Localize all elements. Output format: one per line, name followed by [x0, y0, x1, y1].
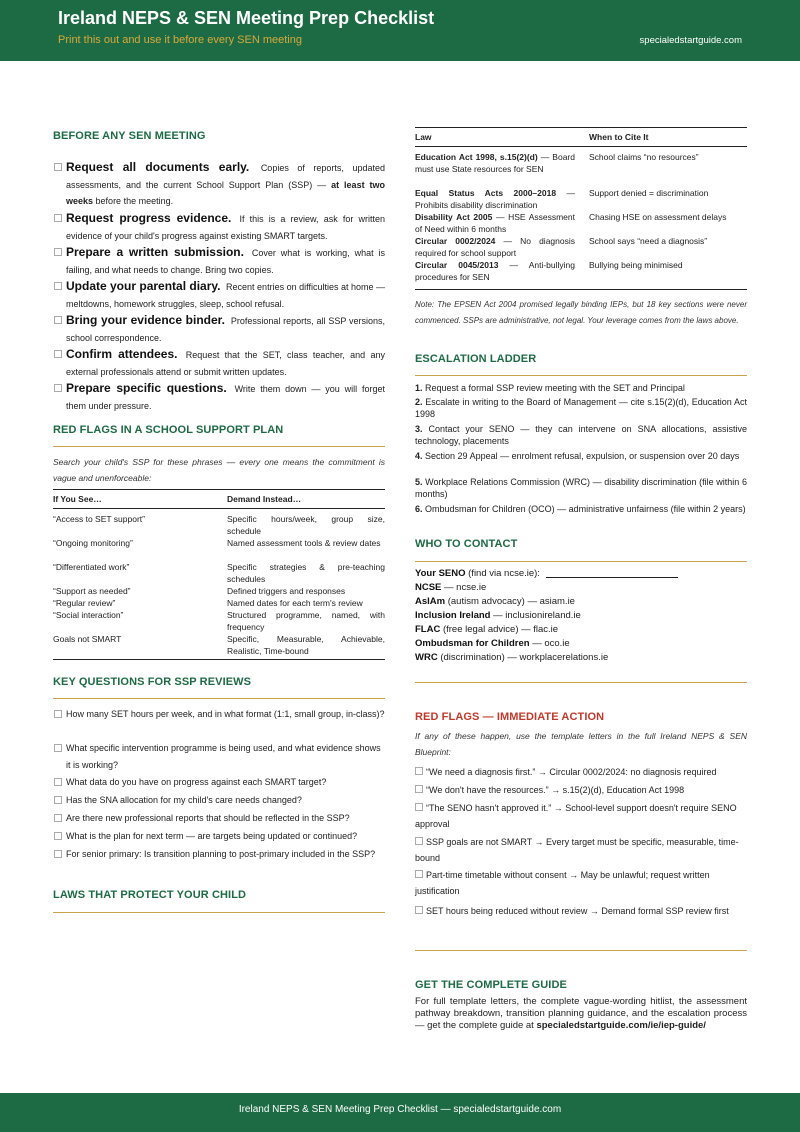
section-title-questions: KEY QUESTIONS FOR SSP REVIEWS [53, 676, 252, 688]
section-title-guide: GET THE COMPLETE GUIDE [415, 979, 567, 991]
red-flag-item[interactable]: “The SENO hasn't approved it.” → School-level support doesn't require SENO approval [415, 803, 737, 829]
question-item[interactable]: What data do you have on progress against each SMART target? [53, 774, 385, 791]
checkbox[interactable] [415, 870, 423, 878]
contact-item: Inclusion Ireland — inclusionireland.ie [415, 610, 581, 621]
col-header-demand: Demand Instead… [227, 490, 385, 509]
checkbox[interactable] [54, 282, 62, 290]
checklist-item[interactable]: Request progress evidence. If this is a review, ask for written evidence of your child's progress against existing SMART targets. [53, 210, 385, 244]
red-flag-item[interactable]: SET hours being reduced without review → Demand formal SSP review first [415, 903, 747, 919]
question-item[interactable]: What specific intervention programme is being used, and what evidence shows it is working? [53, 740, 385, 773]
escalation-step: 4. Section 29 Appeal — enrolment refusal, expulsion, or suspension over 20 days [415, 451, 740, 461]
checkbox[interactable] [415, 906, 423, 914]
checklist-item[interactable]: Request all documents early. Copies of reports, updated assessments, and the current School Support Plan (SSP) — at least two weeks before the meeting. [53, 159, 385, 210]
checklist-item[interactable]: Bring your evidence binder. Professional reports, all SSP versions, school correspondence. [53, 312, 385, 346]
col-header-see: If You See… [53, 490, 227, 509]
section-title-escalation: ESCALATION LADDER [415, 353, 537, 365]
question-item[interactable]: What is the plan for next term — are targets being updated or continued? [53, 828, 385, 845]
section-title-before: BEFORE ANY SEN MEETING [53, 130, 206, 142]
section-rule [415, 682, 747, 683]
red-flag-item[interactable]: “We need a diagnosis first.” → Circular 0002/2024: no diagnosis required [415, 764, 747, 780]
footer-text: Ireland NEPS & SEN Meeting Prep Checklist — specialedstartguide.com [238, 1104, 562, 1115]
contact-item: Ombudsman for Children — oco.ie [415, 638, 570, 649]
question-item[interactable]: Are there new professional reports that should be reflected in the SSP? [53, 810, 385, 827]
section-rule [415, 375, 747, 376]
checklist-item[interactable]: Confirm attendees. Request that the SET, class teacher, and any external professionals attend or submit written updates. [53, 346, 385, 380]
question-item[interactable]: Has the SNA allocation for my child's care needs changed? [53, 792, 385, 809]
section-rule [415, 950, 747, 951]
table-bottom-rule [415, 289, 747, 290]
checkbox[interactable] [54, 796, 62, 804]
checkbox[interactable] [54, 814, 62, 822]
checkbox[interactable] [54, 850, 62, 858]
section-title-laws: LAWS THAT PROTECT YOUR CHILD [53, 889, 247, 901]
left-column [53, 0, 385, 1090]
right-column [415, 0, 747, 1090]
red-flag-item[interactable]: Part-time timetable without consent → May be unlawful; request written justification [415, 870, 710, 896]
contact-item: WRC (discrimination) — workplacerelations.ie [415, 652, 609, 663]
question-item[interactable]: For senior primary: Is transition planning to post-primary included in the SSP? [53, 846, 385, 863]
section-rule [53, 912, 385, 913]
checkbox[interactable] [415, 767, 423, 775]
checkbox[interactable] [415, 837, 423, 845]
checkbox[interactable] [54, 214, 62, 222]
contact-item: FLAC (free legal advice) — flac.ie [415, 624, 559, 635]
escalation-step: 5. Workplace Relations Commission (WRC) — disability discrimination (file within 6 months) [415, 477, 747, 499]
question-item[interactable]: How many SET hours per week, and in what format (1:1, small group, in-class)? [53, 706, 385, 723]
checklist-item[interactable]: Update your parental diary. Recent entries on difficulties at home — meltdowns, homework struggles, sleep, school refusal. [53, 278, 385, 312]
contact-item: AsIAm (autism advocacy) — asiam.ie [415, 596, 575, 607]
checkbox[interactable] [415, 803, 423, 811]
checkbox[interactable] [54, 778, 62, 786]
section-title-immediate: RED FLAGS — IMMEDIATE ACTION [415, 711, 605, 723]
checkbox[interactable] [54, 710, 62, 718]
section-title-contacts: WHO TO CONTACT [415, 538, 518, 550]
seno-write-line[interactable] [546, 577, 678, 578]
immediate-note: If any of these happen, use the template letters in the full Ireland NEPS & SEN Blueprint: [415, 731, 747, 757]
contact-item: Your SENO (find via ncse.ie): [415, 567, 747, 581]
red-flag-item[interactable]: “We don't have the resources.” → s.15(2)(d), Education Act 1998 [415, 782, 747, 798]
section-title-redflags: RED FLAGS IN A SCHOOL SUPPORT PLAN [53, 424, 284, 436]
laws-table: Law When to Cite It Education Act 1998, s.15(2)(d) — Board must use State resources for SEN School claims “no resources” Equal Status Acts 2000–2018 — Prohibits disability discrimination Support denied = discrimination Disability Act 2005 — HSE Assessment of Need within 6 months Chasing HSE on assessment delays Circular 0002/2024 — No diagnosis required for school support School says “need a diagnosis” Circular 0045/2013 — Anti-bullying procedures for SEN Bullying being minimised [415, 127, 747, 147]
checkbox[interactable] [415, 785, 423, 793]
table-bottom-rule [53, 659, 385, 660]
checkbox[interactable] [54, 163, 62, 171]
laws-note: Note: The EPSEN Act 2004 promised legally binding IEPs, but 18 key sections were never commenced. SSPs are administrative, not legal. Your leverage comes from the laws above. [415, 300, 747, 325]
escalation-step: 3. Contact your SENO — they can intervene on SNA allocations, assistive technology, placements [415, 424, 747, 446]
checkbox[interactable] [54, 384, 62, 392]
footer-bar [0, 1093, 800, 1132]
redflags-table: If You See… Demand Instead… “Access to SET support” Specific hours/week, group size, schedule “Ongoing monitoring” Named assessment tools & review dates “Differentiated work” Specific strategies & pre-teaching schedules “Support as needed” Defined triggers and responses “Regular review” Named dates for each term's review “Social interaction” Structured programme, named, with frequency Goals not SMART Specific, Measurable, Achievable, Realistic, Time-bound [53, 489, 385, 509]
contact-item: NCSE — ncse.ie [415, 582, 487, 593]
section-rule [53, 698, 385, 699]
checkbox[interactable] [54, 832, 62, 840]
col-header-cite: When to Cite It [589, 128, 747, 147]
section-rule [415, 561, 747, 562]
checklist-item[interactable]: Prepare a written submission. Cover what is working, what is failing, and what needs to change. Bring two copies. [53, 244, 385, 278]
escalation-step: 1. Request a formal SSP review meeting with the SET and Principal [415, 383, 685, 393]
checkbox[interactable] [54, 316, 62, 324]
escalation-step: 6. Ombudsman for Children (OCO) — administrative unfairness (file within 2 years) [415, 504, 746, 514]
redflags-note: Search your child's SSP for these phrases — every one means the commitment is vague and unenforceable: [53, 457, 385, 483]
checkbox[interactable] [54, 744, 62, 752]
checkbox[interactable] [54, 350, 62, 358]
guide-link[interactable]: specialedstartguide.com/ie/iep-guide/ [536, 1020, 706, 1031]
escalation-step: 2. Escalate in writing to the Board of Management — cite s.15(2)(d), Education Act 1998 [415, 397, 747, 419]
guide-text: For full template letters, the complete vague-wording hitlist, the assessment pathway breakdown, transition planning guidance, and the escalation process — get the complete guide at specialedstartguide.com/ie/iep-guide/ [415, 996, 747, 1031]
col-header-law: Law [415, 128, 589, 147]
checklist-item[interactable]: Prepare specific questions. Write them down — you will forget them under pressure. [53, 380, 385, 414]
page-title: Ireland NEPS & SEN Meeting Prep Checklist [58, 8, 435, 28]
header-site-link[interactable]: specialedstartguide.com [639, 35, 742, 46]
page-subtitle: Print this out and use it before every SEN meeting [58, 34, 302, 46]
section-rule [53, 446, 385, 447]
checkbox[interactable] [54, 248, 62, 256]
red-flag-item[interactable]: SSP goals are not SMART → Every target must be specific, measurable, time-bound [415, 837, 739, 863]
